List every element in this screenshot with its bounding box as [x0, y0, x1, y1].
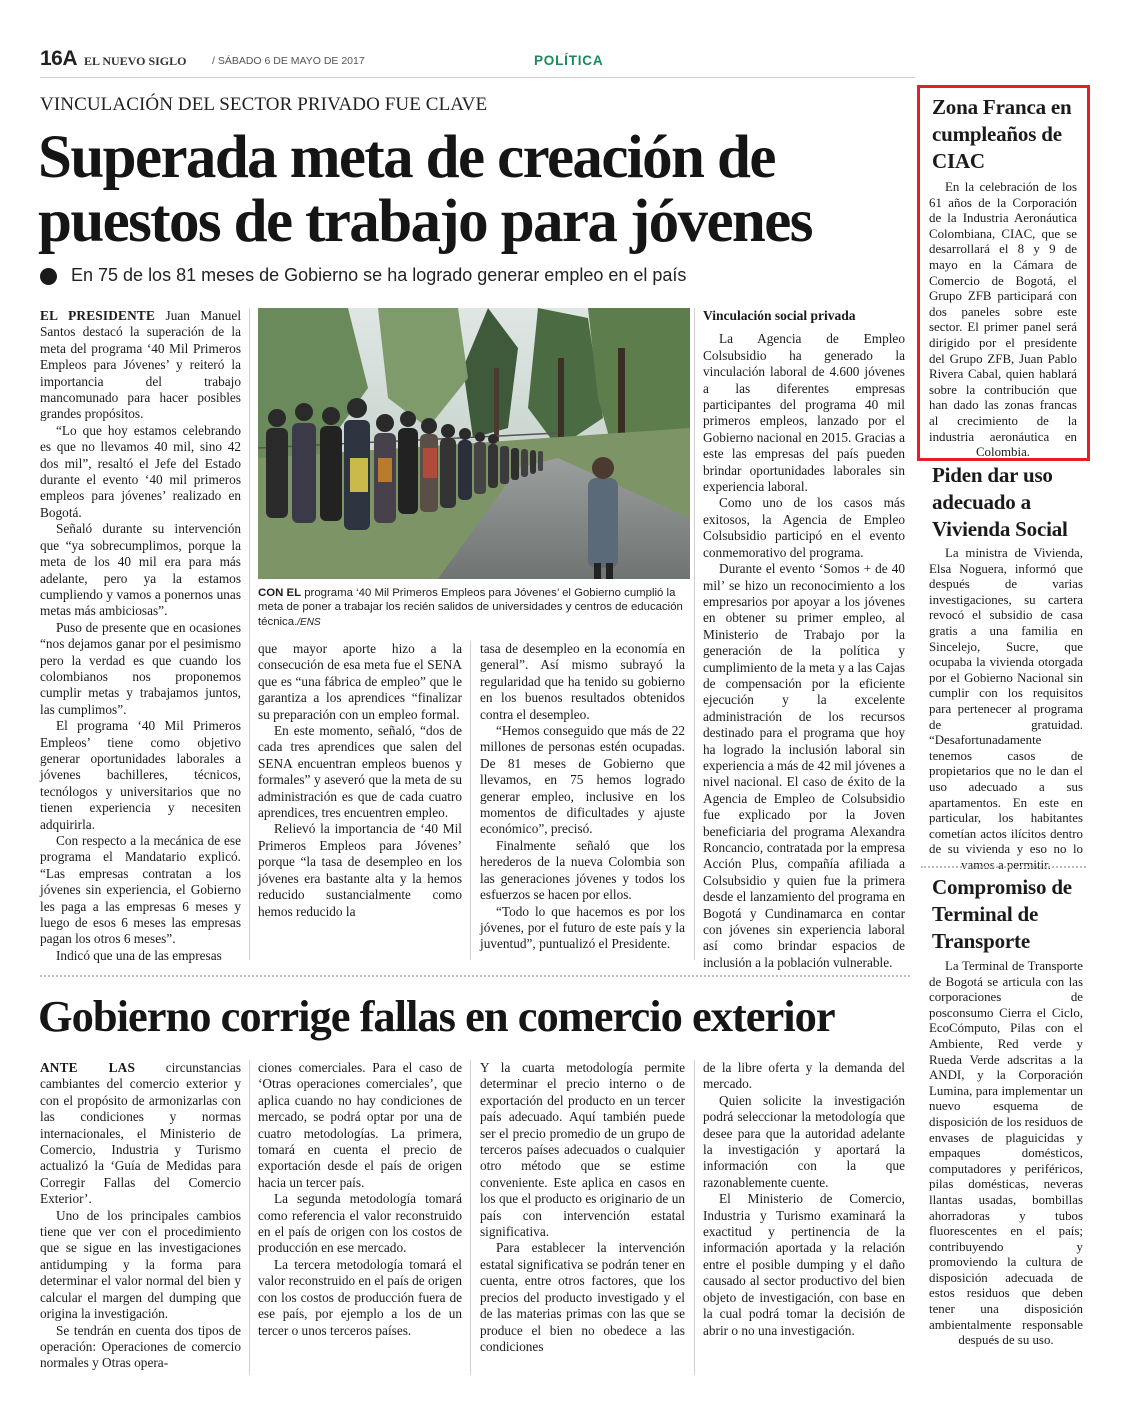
sidebar-box-title: Zona Franca en cumpleaños de CIAC: [932, 95, 1072, 173]
sidebar-box-text: [929, 180, 1077, 460]
paragraph: “Lo que hoy estamos celebrando es que no llevamos 40 mil, sino 42 dos mil”, resaltó el Jefe del Estado durante el evento ‘40 mil primeros empleos para jóvenes’ realizado en Bogotá.: [40, 422, 241, 520]
paragraph: Uno de los principales cambios tiene que ver con el procedimiento que se sigue en las investigaciones antidumping y la forma para determinar el valor normal del bien y calcular el margen del dumping que origina la investigación.: [40, 1207, 241, 1322]
sidebar-item-3-title: Compromiso de Terminal de Transporte: [932, 875, 1072, 953]
issue-date: / SÁBADO 6 DE MAYO DE 2017: [212, 55, 365, 67]
paragraph: “Todo lo que hacemos es por los jóvenes, por el futuro de este país y la juventud”, puntualizó el Presidente.: [480, 903, 685, 952]
column-divider: [249, 1060, 250, 1375]
column-divider: [470, 1060, 471, 1375]
paragraph: En este momento, señaló, “dos de cada tres aprendices que salen del SENA encuentran empleos buenos y formales” y aseveró que la meta de su administración es que de cada cuatro aprendices, tres encuentren empleo.: [258, 723, 462, 821]
column-divider: [694, 308, 695, 960]
section-label: POLÍTICA: [534, 53, 604, 68]
paragraph: Finalmente señaló que los herederos de la nueva Colombia son las generaciones jóvenes y todos los esfuerzos se hacen por ellos.: [480, 837, 685, 903]
paragraph: Con respecto a la mecánica de ese programa el Mandatario explicó. “Las empresas contratan a los jóvenes sin experiencia, el Gobierno les paga a las empresas 6 meses y luego de esos 6 meses las empresas pagan los otros 6 meses”.: [40, 833, 241, 947]
paragraph: La Agencia de Empleo Colsubsidio ha generado la vinculación laboral de 4.600 jóvenes a las diferentes empresas participantes del programa 40 mil primeros empleos, lanzado por el Gobierno nacional en 2015. Gracias a este las empresas del país pueden brindar oportunidades laborales sin experiencia laboral.: [703, 331, 905, 495]
paragraph: Puso de presente que en ocasiones “nos dejamos ganar por el pesimismo pero la verdad es que cuando los colombianos nos proponemos cumplir metas y trabajamos juntos, las cumplimos”.: [40, 619, 241, 717]
paragraph: Relievó la importancia de ‘40 Mil Primeros Empleos para Jóvenes’ porque “la tasa de desempleo en los jóvenes era bastante alta y la hemos reducido sustancialmente como hemos reducido la: [258, 821, 462, 919]
paragraph: de la libre oferta y la demanda del mercado.: [703, 1060, 905, 1092]
paragraph: Como uno de los casos más exitosos, la Agencia de Empleo Colsubsidio participó en el evento conmemorativo del programa.: [703, 495, 905, 560]
paragraph: ciones comerciales. Para el caso de ‘Otras operaciones comerciales’, que aplica cuando no hay condiciones de mercado, se podrá optar por una de cuatro metodologías. La primera, tomará en cuenta el precio de exportación desde el país de origen hacia un tercer país.: [258, 1060, 462, 1190]
column-divider: [694, 1060, 695, 1375]
header-rule: [40, 77, 915, 78]
second-column-2: [258, 1060, 462, 1375]
page-number: 16A: [40, 47, 78, 70]
photo-caption: [258, 586, 690, 630]
column-subheading: Vinculación social privada: [703, 308, 856, 323]
column-divider: [470, 641, 471, 960]
lead-in: EL PRESIDENTE: [40, 308, 156, 323]
paragraph: “Hemos conseguido que más de 22 millones de personas estén ocupadas. De 81 meses de Gobierno que llevamos, en 75 hemos logrado generar empleo, inclusive en los momentos de dificultades y ajuste económico”, precisó.: [480, 723, 685, 837]
sidebar-item-3-text: [929, 959, 1083, 1379]
paragraph: que mayor aporte hizo a la consecución de esa meta fue el SENA que es “una fábrica de empleo” que le garantiza a los aprendices “finalizar su preparación con un empleo formal.: [258, 641, 462, 722]
lead-in: ANTE LAS: [40, 1060, 136, 1075]
story-divider: [40, 975, 910, 977]
paragraph: Indicó que una de las empresas: [56, 947, 222, 963]
lead-column-4: [703, 308, 905, 970]
paragraph: tasa de desempleo en la economía en general”. Así mismo subrayó la regularidad que ha tenido su gobierno en los buenos resultados obtenidos contra el desempleo.: [480, 641, 685, 722]
paragraph: Juan Manuel Santos destacó la superación de la meta del programa ‘40 Mil Primeros Empleos para Jóvenes’ y reiteró la importancia del trabajo mancomunado para hacer posibles grandes propósitos.: [40, 308, 242, 422]
paragraph: La ministra de Vivienda, Elsa Noguera, informó que después de varias investigaciones, su cartera revocó el subsidio de casa gratis a una familia en Sincelejo, Sucre, que ocupaba la vivienda otorgada por el Gobierno Nacional sin cumplir con los requisitos para pertenecer al programa de gratuidad. “Desafortunadamente tenemos casos de propietarios que no le dan el uso adecuado a sus apartamentos. En este en particular, los habitantes cometían actos ilícitos dentro de su vivienda y eso no lo vamos a permitir.: [929, 546, 1083, 872]
lead-column-3: [480, 641, 685, 960]
lead-column-2: [258, 641, 462, 960]
paragraph: El programa ‘40 Mil Primeros Empleos’ tiene como objetivo generar oportunidades laborales a jóvenes bachilleres, técnicos, tecnólogos y universitarios que no tienen experiencia y necesiten adquirirla.: [40, 718, 241, 832]
paragraph: La segunda metodología tomará como referencia el valor reconstruido en el país de origen con los costos de producción en ese mercado.: [258, 1191, 462, 1256]
second-column-3: [480, 1060, 685, 1375]
column-divider: [249, 308, 250, 960]
caption-lead-in: CON EL: [258, 587, 302, 599]
caption-text: programa ‘40 Mil Primeros Empleos para Jóvenes’ el Gobierno cumplió la meta de poner a trabajar los recién salidos de universidades y centros de educación técnica.: [258, 587, 683, 628]
paragraph: Y la cuarta metodología permite determinar el precio interno o de exportación del producto en un tercer país adecuado. Aquí también puede ser el precio promedio de un grupo de terceros países adecuados o cualquier otro método que se estime conveniente. Este aplica en casos en los que el producto es originario de un país con intervención estatal significativa.: [480, 1060, 685, 1240]
subhead-text: En 75 de los 81 meses de Gobierno se ha logrado generar empleo en el país: [71, 265, 687, 285]
kicker: VINCULACIÓN DEL SECTOR PRIVADO FUE CLAVE: [40, 94, 488, 115]
second-headline: Gobierno corrige fallas en comercio exterior: [38, 991, 835, 1041]
subhead: [40, 265, 920, 287]
paragraph: Se tendrán en cuenta dos tipos de operación: Operaciones de comercio normales y Otras opera-: [40, 1322, 241, 1371]
paragraph: Para establecer la intervención estatal significativa se podrán tener en cuenta, entre otros factores, que los precios del producto investigado y el de las materias primas con las que se produce el bien no obedece a las condiciones: [480, 1240, 685, 1354]
paragraph: La Terminal de Transporte de Bogotá se articula con las corporaciones de posconsumo Cierra el Ciclo, EcoCómputo, Pilas con el Ambiente, Red verde y Rueda Verde adscritas a la ANDI, y la Corporación Lumina, para implementar un nuevo esquema de disposición de los residuos de envases de plaguicidas y empaques domésticos, computadores y periféricos, pilas domésticas, neveras llantas usadas, bombillas ahorradoras y tubos fluorescentes en el país; contribuyendo y promoviendo la cultura de disposición adecuada de estos residuos que deben tener una disposición ambientalmente responsable después de su uso.: [929, 959, 1083, 1348]
paragraph: Durante el evento ‘Somos + de 40 mil’ se hizo un reconocimiento a los empresarios por apoyar a los jóvenes en obtener su primer empleo, al Ministerio de Trabajo por la generación de la política y cumplimiento de la meta y a las Cajas de compensación por la eficiente ejecución y la excelente administración de los recursos destinado para el programa que hoy ha logrado la inclusión laboral sin experiencia a más de 42 mil jóvenes a nivel nacional. El caso de éxito de la Agencia de Empleo de Colsubsidio fue explicado por la Joven beneficiaria del programa Alexandra Roncancio, contratada por la empresa Acción Plus, compañía afiliada a Colsubsidio y quien fue la primera desde el lanzamiento del programa en Bogotá y Cundinamarca en contar con jóvenes sin experiencia laboral así como brindar espacios de inclusión a la población vulnerable.: [703, 561, 905, 970]
news-photo: [258, 308, 690, 579]
paragraph: circunstancias cambiantes del comercio exterior y con el propósito de armonizarlas con las condiciones y normas internacionales, el Ministerio de Comercio, Industria y Turismo actualizó la ‘Guía de Medidas para Corregir Fallas del Comercio Exterior’.: [40, 1060, 242, 1207]
paragraph: En la celebración de los 61 años de la Corporación de la Industria Aeronáutica Colombiana, CIAC, que se desarrollará el 8 y 9 de mayo en la Cámara de Comercio de Bogotá, el Grupo ZFB participará con dos paneles sobre este sector. El primer panel será dirigido por el presidente del Grupo ZFB, Juan Pablo Rivera Cabal, quien hablará sobre la contribución que han dado las zonas francas al crecimiento de la industria aeronáutica en Colombia.: [929, 180, 1077, 460]
bullet-icon: [40, 268, 57, 285]
second-column-1: [40, 1060, 241, 1375]
sidebar-item-2-title: Piden dar uso adecuado a Vivienda Social: [932, 463, 1068, 541]
photo-credit: /ENS: [297, 616, 321, 628]
sidebar-divider: [921, 866, 1086, 868]
newspaper-name: EL NUEVO SIGLO: [84, 54, 187, 68]
headline-line-2: puestos de trabajo para jóvenes: [38, 188, 812, 255]
headline-line-1: Superada meta de creación de: [38, 124, 775, 191]
paragraph: Señaló durante su intervención que “ya sobrecumplimos, porque la meta de los 40 mil era para más adelante, pero ya la estamos cumpliendo y vamos a ponernos unas metas más ambiciosas”.: [40, 521, 241, 619]
queue-photo-illustration: [258, 308, 690, 579]
lead-headline: [38, 126, 918, 254]
sidebar-item-2-text: [929, 546, 1083, 872]
page-header: [40, 47, 1085, 77]
paragraph: Quien solicite la investigación podrá seleccionar la metodología que desee para que la autoridad adelante la investigación y aportará la información con la que razonablemente cuente.: [703, 1092, 905, 1190]
second-column-4: [703, 1060, 905, 1375]
paragraph: La tercera metodología tomará el valor reconstruido en el país de origen con los costos de producción fuera de ese país, por ejemplo a los de un tercer o unos terceros países.: [258, 1256, 462, 1338]
paragraph: El Ministerio de Comercio, Industria y Turismo examinará la exactitud y pertinencia de la información aportada y la relación entre el posible dumping y el daño causado al sector productivo del bien objeto de investigación, con base en la cual podrá tomar la decisión de abrir o no una investigación.: [703, 1191, 905, 1338]
lead-column-1: [40, 308, 242, 963]
